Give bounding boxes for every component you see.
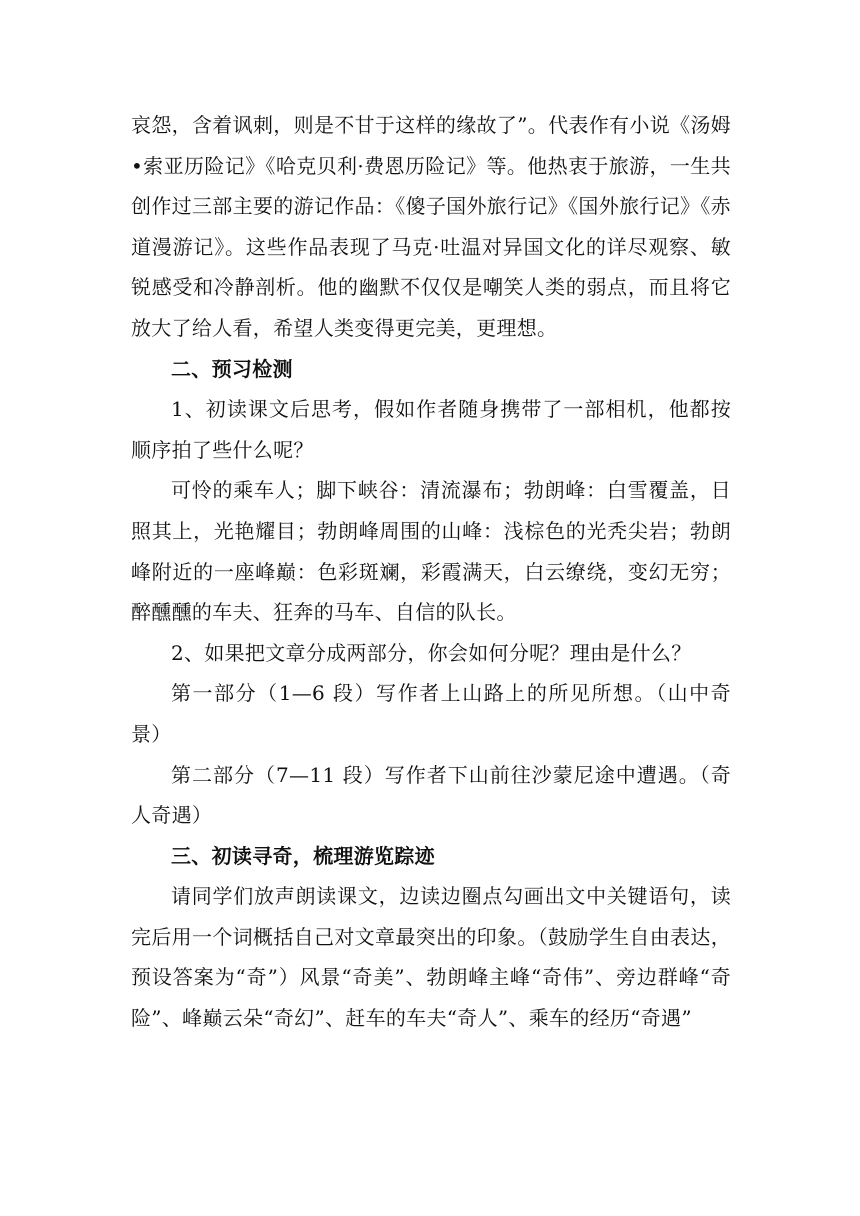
answer-2-part-2: 第二部分（7—11 段）写作者下山前往沙蒙尼途中遭遇。（奇人奇遇） (131, 762, 731, 828)
paragraph-reading-task: 请同学们放声朗读课文，边读边圈点勾画出文中关键语句，读完后用一个词概括自己对文章最突出的印象。（鼓励学生自由表达，预设答案为“奇”）风景“奇美”、勃朗峰主峰“奇伟”、旁边群峰“奇险”、峰巅云朵“奇幻”、赶车的车夫“奇人”、乘车的经历“奇遇” (131, 884, 731, 1031)
section-heading-preview-check: 二、预习检测 (171, 356, 293, 381)
document-body (131, 105, 731, 1039)
paragraph-intro-continuation: 哀怨，含着讽刺，则是不甘于这样的缘故了”。代表作有小说《汤姆•索亚历险记》《哈克贝利·费恩历险记》等。他热衷于旅游，一生共创作过三部主要的游记作品：《傻子国外旅行记》《国外旅行记》《赤道漫游记》。这些作品表现了马克·吐温对异国文化的详尽观察、敏锐感受和冷静剖析。他的幽默不仅仅是嘲笑人类的弱点，而且将它放大了给人看，希望人类变得更完美，更理想。 (131, 113, 731, 340)
question-1: 1、初读课文后思考，假如作者随身携带了一部相机，他都按顺序拍了些什么呢？ (131, 397, 731, 462)
question-2: 2、如果把文章分成两部分，你会如何分呢？理由是什么？ (171, 640, 692, 665)
answer-1: 可怜的乘车人；脚下峡谷：清流瀑布；勃朗峰：白雪覆盖，日照其上，光艳耀目；勃朗峰周围的山峰：浅棕色的光秃尖岩；勃朗峰附近的一座峰巅：色彩斑斓，彩霞满天，白云缭绕，变幻无穷；醉醺醺的车夫、狂奔的马车、自信的队长。 (131, 478, 731, 625)
section-heading-first-reading: 三、初读寻奇，梳理游览踪迹 (171, 843, 435, 868)
answer-2-part-1: 第一部分（1—6 段）写作者上山路上的所见所想。（山中奇景） (131, 681, 731, 746)
